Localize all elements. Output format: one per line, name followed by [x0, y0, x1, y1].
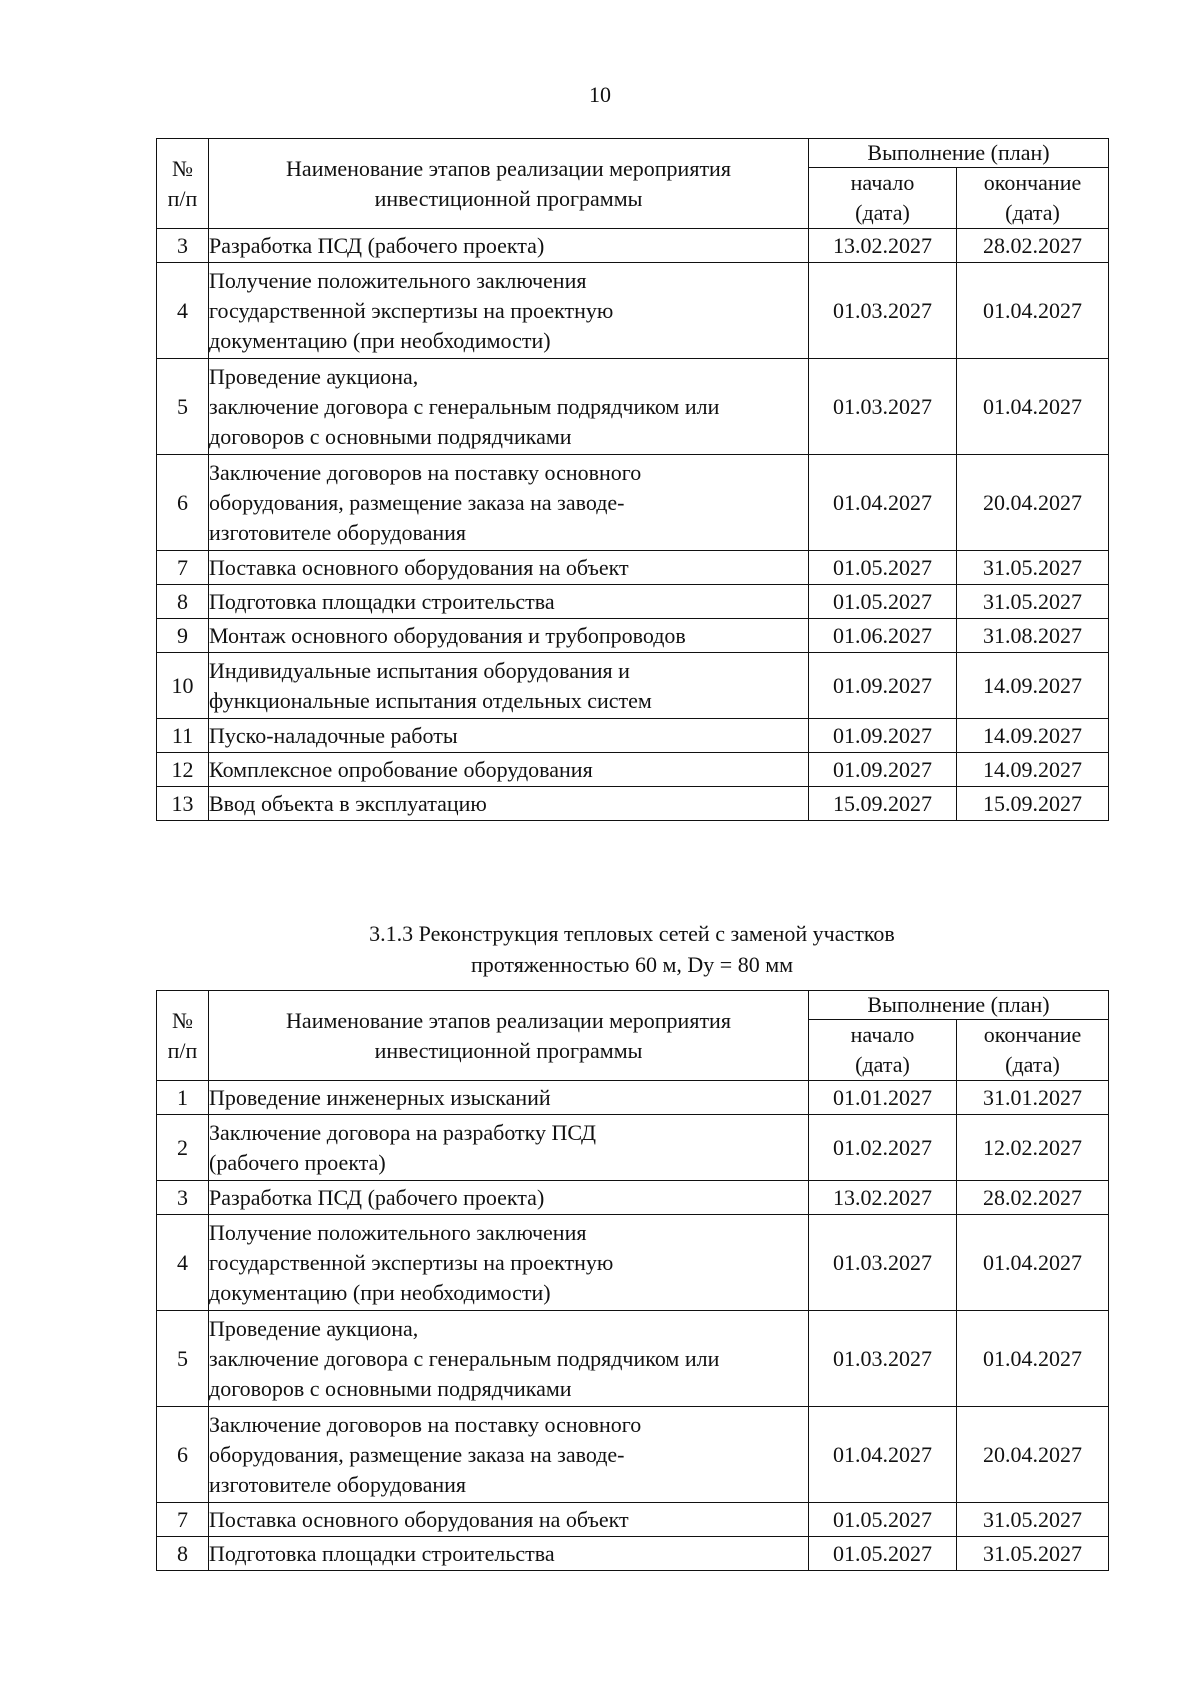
section-title-line-1: 3.1.3 Реконструкция тепловых сетей с заменой участков: [369, 921, 895, 946]
row-end-date: 31.05.2027: [957, 1537, 1109, 1571]
row-stage-name: Получение положительного заключения государственной экспертизы на проектную документацию (при необходимости): [209, 263, 809, 359]
row-number: 8: [157, 585, 209, 619]
header-num: № п/п: [157, 991, 209, 1081]
row-start-date: 01.05.2027: [809, 551, 957, 585]
row-end-date: 31.08.2027: [957, 619, 1109, 653]
row-number: 3: [157, 1181, 209, 1215]
table-row: [157, 1311, 1109, 1407]
table-row: [157, 359, 1109, 455]
row-end-date: 14.09.2027: [957, 753, 1109, 787]
row-stage-name: Подготовка площадки строительства: [209, 585, 809, 619]
row-stage-name: Поставка основного оборудования на объект: [209, 551, 809, 585]
row-end-date: 15.09.2027: [957, 787, 1109, 821]
row-number: 13: [157, 787, 209, 821]
row-end-date: 31.05.2027: [957, 585, 1109, 619]
row-start-date: 01.04.2027: [809, 1407, 957, 1503]
row-number: 3: [157, 229, 209, 263]
row-stage-name: Ввод объекта в эксплуатацию: [209, 787, 809, 821]
row-stage-name: Подготовка площадки строительства: [209, 1537, 809, 1571]
table-row: [157, 1081, 1109, 1115]
row-end-date: 20.04.2027: [957, 455, 1109, 551]
table-row: [157, 229, 1109, 263]
table-row: [157, 653, 1109, 719]
row-end-date: 01.04.2027: [957, 1215, 1109, 1311]
table-row: [157, 1503, 1109, 1537]
row-stage-name: Комплексное опробование оборудования: [209, 753, 809, 787]
row-stage-name: Разработка ПСД (рабочего проекта): [209, 1181, 809, 1215]
row-number: 4: [157, 1215, 209, 1311]
table-row: [157, 1215, 1109, 1311]
row-stage-name: Поставка основного оборудования на объект: [209, 1503, 809, 1537]
header-execution: Выполнение (план): [809, 139, 1109, 168]
table-row: [157, 1537, 1109, 1571]
row-start-date: 01.03.2027: [809, 1215, 957, 1311]
table-row: [157, 1181, 1109, 1215]
table-row: [157, 1115, 1109, 1181]
header-start: начало (дата): [809, 1020, 957, 1081]
row-end-date: 01.04.2027: [957, 359, 1109, 455]
row-number: 11: [157, 719, 209, 753]
row-start-date: 01.05.2027: [809, 1537, 957, 1571]
row-start-date: 01.03.2027: [809, 1311, 957, 1407]
row-number: 5: [157, 1311, 209, 1407]
row-start-date: 01.02.2027: [809, 1115, 957, 1181]
row-end-date: 20.04.2027: [957, 1407, 1109, 1503]
row-end-date: 28.02.2027: [957, 229, 1109, 263]
table-row: [157, 787, 1109, 821]
row-end-date: 31.05.2027: [957, 551, 1109, 585]
row-stage-name: Получение положительного заключения государственной экспертизы на проектную документацию (при необходимости): [209, 1215, 809, 1311]
table-row: [157, 1407, 1109, 1503]
section-title-line-2: протяженностью 60 м, Dу = 80 мм: [470, 952, 794, 977]
table-row: [157, 551, 1109, 585]
row-stage-name: Заключение договоров на поставку основного оборудования, размещение заказа на заводе- изготовителе оборудования: [209, 1407, 809, 1503]
table-row: [157, 263, 1109, 359]
row-stage-name: Пуско-наладочные работы: [209, 719, 809, 753]
stages-table-1: [156, 138, 1109, 821]
row-number: 2: [157, 1115, 209, 1181]
row-number: 7: [157, 1503, 209, 1537]
header-num: № п/п: [157, 139, 209, 229]
row-number: 7: [157, 551, 209, 585]
row-start-date: 01.09.2027: [809, 719, 957, 753]
row-end-date: 14.09.2027: [957, 719, 1109, 753]
row-start-date: 01.01.2027: [809, 1081, 957, 1115]
header-name: Наименование этапов реализации мероприятия инвестиционной программы: [209, 991, 809, 1081]
row-start-date: 01.03.2027: [809, 359, 957, 455]
header-end: окончание (дата): [957, 168, 1109, 229]
row-stage-name: Монтаж основного оборудования и трубопроводов: [209, 619, 809, 653]
row-end-date: 12.02.2027: [957, 1115, 1109, 1181]
header-execution: Выполнение (план): [809, 991, 1109, 1020]
row-end-date: 01.04.2027: [957, 263, 1109, 359]
header-name: Наименование этапов реализации мероприятия инвестиционной программы: [209, 139, 809, 229]
table-row: [157, 455, 1109, 551]
row-stage-name: Заключение договора на разработку ПСД (рабочего проекта): [209, 1115, 809, 1181]
row-number: 8: [157, 1537, 209, 1571]
row-stage-name: Индивидуальные испытания оборудования и функциональные испытания отдельных систем: [209, 653, 809, 719]
row-end-date: 28.02.2027: [957, 1181, 1109, 1215]
row-end-date: 31.01.2027: [957, 1081, 1109, 1115]
table-row: [157, 753, 1109, 787]
row-start-date: 13.02.2027: [809, 1181, 957, 1215]
header-start: начало (дата): [809, 168, 957, 229]
row-start-date: 01.05.2027: [809, 585, 957, 619]
row-start-date: 01.09.2027: [809, 653, 957, 719]
row-stage-name: Проведение аукциона, заключение договора с генеральным подрядчиком или договоров с основными подрядчиками: [209, 1311, 809, 1407]
row-stage-name: Проведение аукциона, заключение договора с генеральным подрядчиком или договоров с основными подрядчиками: [209, 359, 809, 455]
table-row: [157, 619, 1109, 653]
table-row: [157, 719, 1109, 753]
row-start-date: 15.09.2027: [809, 787, 957, 821]
row-end-date: 14.09.2027: [957, 653, 1109, 719]
row-number: 4: [157, 263, 209, 359]
stages-table-2: [156, 990, 1109, 1571]
row-start-date: 13.02.2027: [809, 229, 957, 263]
row-end-date: 31.05.2027: [957, 1503, 1109, 1537]
table-row: [157, 585, 1109, 619]
row-end-date: 01.04.2027: [957, 1311, 1109, 1407]
row-start-date: 01.05.2027: [809, 1503, 957, 1537]
page-number: 10: [589, 82, 611, 107]
header-end: окончание (дата): [957, 1020, 1109, 1081]
row-number: 12: [157, 753, 209, 787]
row-start-date: 01.06.2027: [809, 619, 957, 653]
row-number: 1: [157, 1081, 209, 1115]
row-start-date: 01.04.2027: [809, 455, 957, 551]
row-stage-name: Проведение инженерных изысканий: [209, 1081, 809, 1115]
row-start-date: 01.09.2027: [809, 753, 957, 787]
section-title: [156, 918, 1108, 980]
row-stage-name: Заключение договоров на поставку основного оборудования, размещение заказа на заводе- изготовителе оборудования: [209, 455, 809, 551]
row-number: 6: [157, 1407, 209, 1503]
row-number: 9: [157, 619, 209, 653]
row-start-date: 01.03.2027: [809, 263, 957, 359]
row-stage-name: Разработка ПСД (рабочего проекта): [209, 229, 809, 263]
row-number: 10: [157, 653, 209, 719]
row-number: 6: [157, 455, 209, 551]
row-number: 5: [157, 359, 209, 455]
